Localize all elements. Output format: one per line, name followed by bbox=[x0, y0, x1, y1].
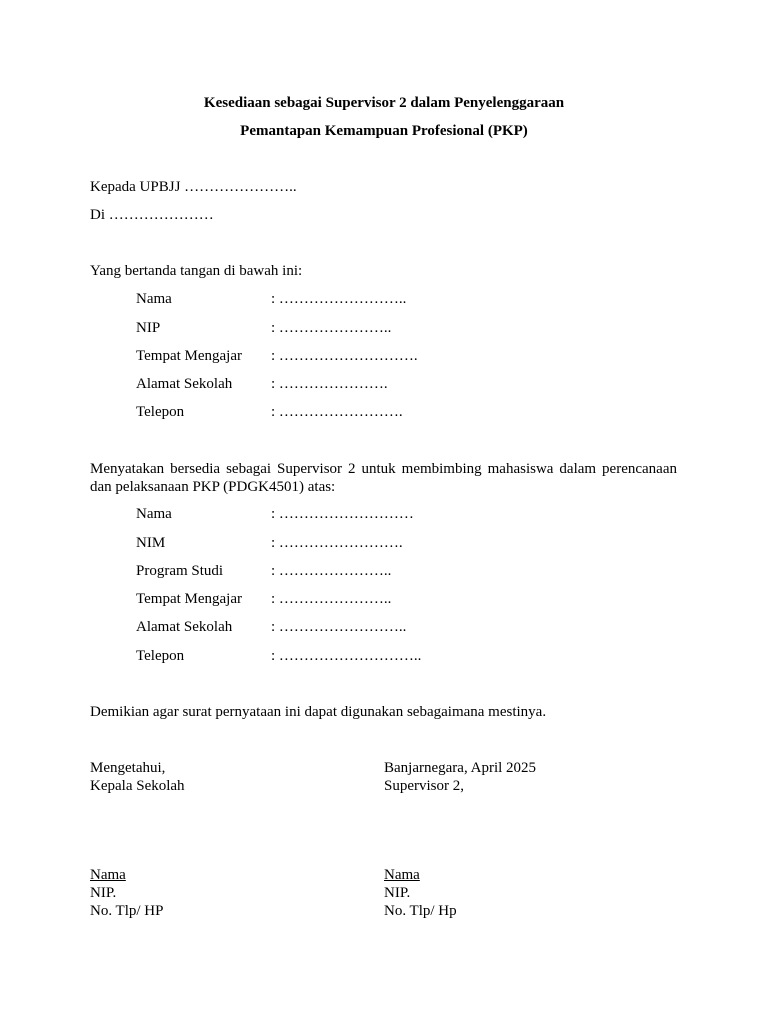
signer-field-label: Alamat Sekolah bbox=[136, 376, 233, 392]
signer-field-value: : ………………….. bbox=[271, 320, 392, 336]
signature-left-name: Nama bbox=[90, 867, 126, 883]
student-field-label: Alamat Sekolah bbox=[136, 619, 233, 635]
signature-left-id: NIP. bbox=[90, 885, 117, 901]
signature-right-phone: No. Tlp/ Hp bbox=[384, 903, 457, 919]
signer-intro: Yang bertanda tangan di bawah ini: bbox=[90, 263, 303, 279]
signature-right-id: NIP. bbox=[384, 885, 411, 901]
student-field-value: : ……………………… bbox=[271, 506, 414, 522]
student-field-label: Program Studi bbox=[136, 563, 224, 579]
signature-left-role: Kepala Sekolah bbox=[90, 778, 185, 794]
addressee-to: Kepada UPBJJ ………………….. bbox=[90, 179, 297, 195]
student-field-label: Tempat Mengajar bbox=[136, 591, 242, 607]
student-field-label: Telepon bbox=[136, 648, 185, 664]
student-field-label: NIM bbox=[136, 535, 166, 551]
student-field-label: Nama bbox=[136, 506, 172, 522]
signer-field-label: Nama bbox=[136, 291, 172, 307]
signer-field-label: NIP bbox=[136, 320, 161, 336]
addressee-at: Di ………………… bbox=[90, 207, 214, 223]
statement-paragraph: Menyatakan bersedia sebagai Supervisor 2 untuk membimbing mahasiswa dalam perencanaan dan pelaksanaan PKP (PDGK4501) atas: bbox=[90, 461, 677, 495]
signature-right-date: Banjarnegara, April 2025 bbox=[384, 760, 537, 776]
signer-field-value: : ………………………. bbox=[271, 348, 418, 364]
student-field-value: : …………………….. bbox=[271, 619, 407, 635]
student-field-value: : ………………….. bbox=[271, 563, 392, 579]
signature-right-role: Supervisor 2, bbox=[384, 778, 464, 794]
closing-statement: Demikian agar surat pernyataan ini dapat digunakan sebagaimana mestinya. bbox=[90, 704, 547, 720]
signer-field-value: : …………………. bbox=[271, 376, 388, 392]
student-field-value: : ……………………….. bbox=[271, 648, 422, 664]
document-title-line-1: Kesediaan sebagai Supervisor 2 dalam Penyelenggaraan bbox=[203, 95, 565, 111]
signature-left-greeting: Mengetahui, bbox=[90, 760, 166, 776]
student-field-value: : ………………….. bbox=[271, 591, 392, 607]
signer-field-label: Tempat Mengajar bbox=[136, 348, 242, 364]
signature-right-name: Nama bbox=[384, 867, 420, 883]
student-field-value: : ……………………. bbox=[271, 535, 403, 551]
signer-field-value: : ……………………. bbox=[271, 404, 403, 420]
signature-left-phone: No. Tlp/ HP bbox=[90, 903, 164, 919]
signer-field-label: Telepon bbox=[136, 404, 185, 420]
signer-field-value: : …………………….. bbox=[271, 291, 407, 307]
document-title-line-2: Pemantapan Kemampuan Profesional (PKP) bbox=[240, 123, 528, 139]
